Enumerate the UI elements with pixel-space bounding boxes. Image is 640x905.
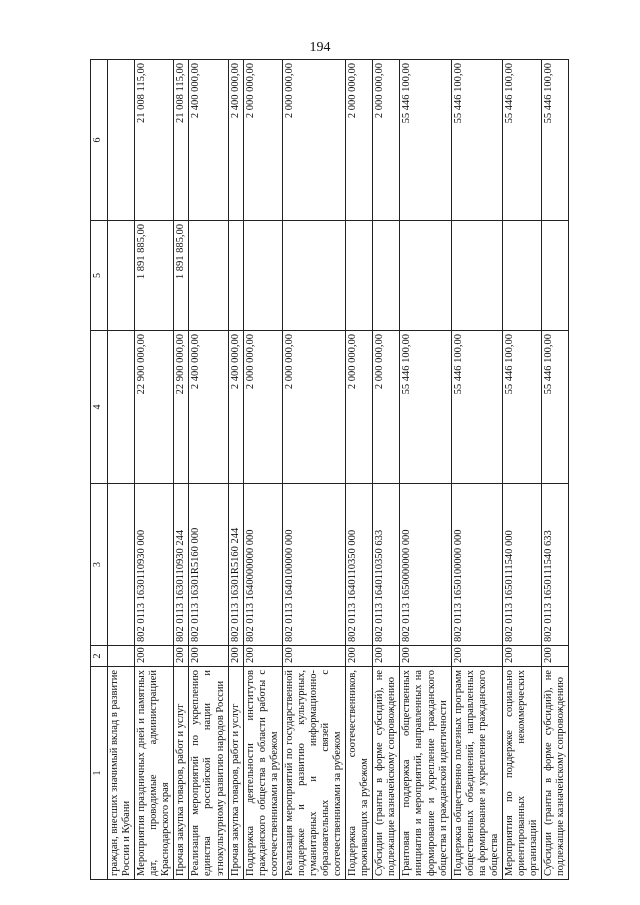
row-code: 200 xyxy=(282,646,345,667)
row-classifier: 802 0113 1650111540 633 xyxy=(542,484,569,646)
row-total: 55 446 100,00 xyxy=(502,60,541,221)
row-name: Субсидии (гранты в форме субсидий), не подлежащие казначейскому сопровождению xyxy=(542,667,569,880)
header-row xyxy=(91,60,108,880)
table-row xyxy=(502,60,541,880)
row-name: Прочая закупка товаров, работ и услуг xyxy=(174,667,189,880)
row-code: 200 xyxy=(135,646,174,667)
table-row xyxy=(108,60,135,880)
row-amount: 55 446 100,00 xyxy=(502,331,541,484)
header-col-2: 2 xyxy=(91,646,108,667)
row-classifier: 802 0113 16301R5160 000 xyxy=(189,484,228,646)
row-change xyxy=(228,221,243,331)
table-row xyxy=(542,60,569,880)
row-code: 200 xyxy=(228,646,243,667)
row-classifier: 802 0113 1630110930 000 xyxy=(135,484,174,646)
table-row xyxy=(174,60,189,880)
row-classifier: 802 0113 1630110930 244 xyxy=(174,484,189,646)
row-total: 55 446 100,00 xyxy=(400,60,451,221)
row-amount: 2 400 000,00 xyxy=(228,331,243,484)
row-total: 55 446 100,00 xyxy=(451,60,502,221)
row-amount: 55 446 100,00 xyxy=(451,331,502,484)
row-change xyxy=(282,221,345,331)
header-col-6: 6 xyxy=(91,60,108,221)
row-name: Мероприятия праздничных дней и памятных дат, проводимые администрацией Краснодарского края xyxy=(135,667,174,880)
row-name: Мероприятия по поддержке социально ориентированных некоммерческих организаций xyxy=(502,667,541,880)
row-name: Грантовая поддержка общественных инициатив и мероприятий, направленных на формирование и укрепление гражданского общества и гражданской идентичности xyxy=(400,667,451,880)
row-change xyxy=(451,221,502,331)
row-classifier: 802 0113 1650000000 000 xyxy=(400,484,451,646)
table-row xyxy=(189,60,228,880)
row-code: 200 xyxy=(373,646,400,667)
row-code: 200 xyxy=(400,646,451,667)
row-code: 200 xyxy=(542,646,569,667)
table-row xyxy=(346,60,373,880)
row-amount: 55 446 100,00 xyxy=(400,331,451,484)
rotated-table-container xyxy=(90,60,610,880)
row-total: 2 000 000,00 xyxy=(373,60,400,221)
row-classifier: 802 0113 1650111540 000 xyxy=(502,484,541,646)
row-total: 2 000 000,00 xyxy=(282,60,345,221)
row-change xyxy=(108,221,135,331)
row-amount xyxy=(108,331,135,484)
header-col-4: 4 xyxy=(91,331,108,484)
row-total xyxy=(108,60,135,221)
row-code: 200 xyxy=(502,646,541,667)
table-row xyxy=(228,60,243,880)
row-classifier: 802 0113 1640110350 633 xyxy=(373,484,400,646)
row-total: 2 400 000,00 xyxy=(228,60,243,221)
row-change: 1 891 885,00 xyxy=(135,221,174,331)
row-change xyxy=(542,221,569,331)
row-classifier: 802 0113 1640110350 000 xyxy=(346,484,373,646)
row-total: 55 446 100,00 xyxy=(542,60,569,221)
row-amount: 2 000 000,00 xyxy=(373,331,400,484)
table-row xyxy=(400,60,451,880)
row-amount: 22 900 000,00 xyxy=(135,331,174,484)
row-change: 1 891 885,00 xyxy=(174,221,189,331)
row-name: Субсидии (гранты в форме субсидий), не подлежащие казначейскому сопровождению xyxy=(373,667,400,880)
row-amount: 2 000 000,00 xyxy=(346,331,373,484)
table-row xyxy=(135,60,174,880)
row-amount: 2 000 000,00 xyxy=(282,331,345,484)
row-change xyxy=(400,221,451,331)
row-amount: 55 446 100,00 xyxy=(542,331,569,484)
header-col-5: 5 xyxy=(91,221,108,331)
row-total: 21 008 115,00 xyxy=(135,60,174,221)
row-code: 200 xyxy=(346,646,373,667)
row-code xyxy=(108,646,135,667)
row-change xyxy=(189,221,228,331)
header-col-3: 3 xyxy=(91,484,108,646)
row-name: граждан, внесших значимый вклад в развитие России и Кубани xyxy=(108,667,135,880)
row-change xyxy=(373,221,400,331)
row-amount: 22 900 000,00 xyxy=(174,331,189,484)
row-classifier: 802 0113 1640100000 000 xyxy=(282,484,345,646)
table-row xyxy=(243,60,282,880)
row-name: Реализация мероприятий по государственной поддержке и развитию культурных, гуманитарных и информационно-образовательных связей с соотечественниками за рубежом xyxy=(282,667,345,880)
table-body xyxy=(108,60,569,880)
table-row xyxy=(451,60,502,880)
row-total: 2 000 000,00 xyxy=(243,60,282,221)
row-classifier: 802 0113 1640000000 000 xyxy=(243,484,282,646)
row-name: Прочая закупка товаров, работ и услуг xyxy=(228,667,243,880)
row-total: 21 008 115,00 xyxy=(174,60,189,221)
row-amount: 2 400 000,00 xyxy=(189,331,228,484)
row-code: 200 xyxy=(451,646,502,667)
page-number: 194 xyxy=(309,40,331,55)
table-row xyxy=(373,60,400,880)
budget-table xyxy=(90,59,569,880)
row-name: Поддержка общественно полезных программ общественных объединений, направленных на формирование и укрепление гражданского общества xyxy=(451,667,502,880)
row-name: Поддержка деятельности институтов гражданского общества в области работы с соотечественниками за рубежом xyxy=(243,667,282,880)
row-code: 200 xyxy=(189,646,228,667)
row-classifier: 802 0113 16301R5160 244 xyxy=(228,484,243,646)
row-classifier: 802 0113 1650100000 000 xyxy=(451,484,502,646)
row-code: 200 xyxy=(243,646,282,667)
row-classifier xyxy=(108,484,135,646)
row-change xyxy=(502,221,541,331)
row-name: Реализация мероприятий по укреплению единства российской нации и этнокультурному развитию народов России xyxy=(189,667,228,880)
table-row xyxy=(282,60,345,880)
row-amount: 2 000 000,00 xyxy=(243,331,282,484)
row-total: 2 400 000,00 xyxy=(189,60,228,221)
row-change xyxy=(346,221,373,331)
header-col-1: 1 xyxy=(91,667,108,880)
row-name: Поддержка соотечественников, проживающих за рубежом xyxy=(346,667,373,880)
row-total: 2 000 000,00 xyxy=(346,60,373,221)
row-code: 200 xyxy=(174,646,189,667)
row-change xyxy=(243,221,282,331)
